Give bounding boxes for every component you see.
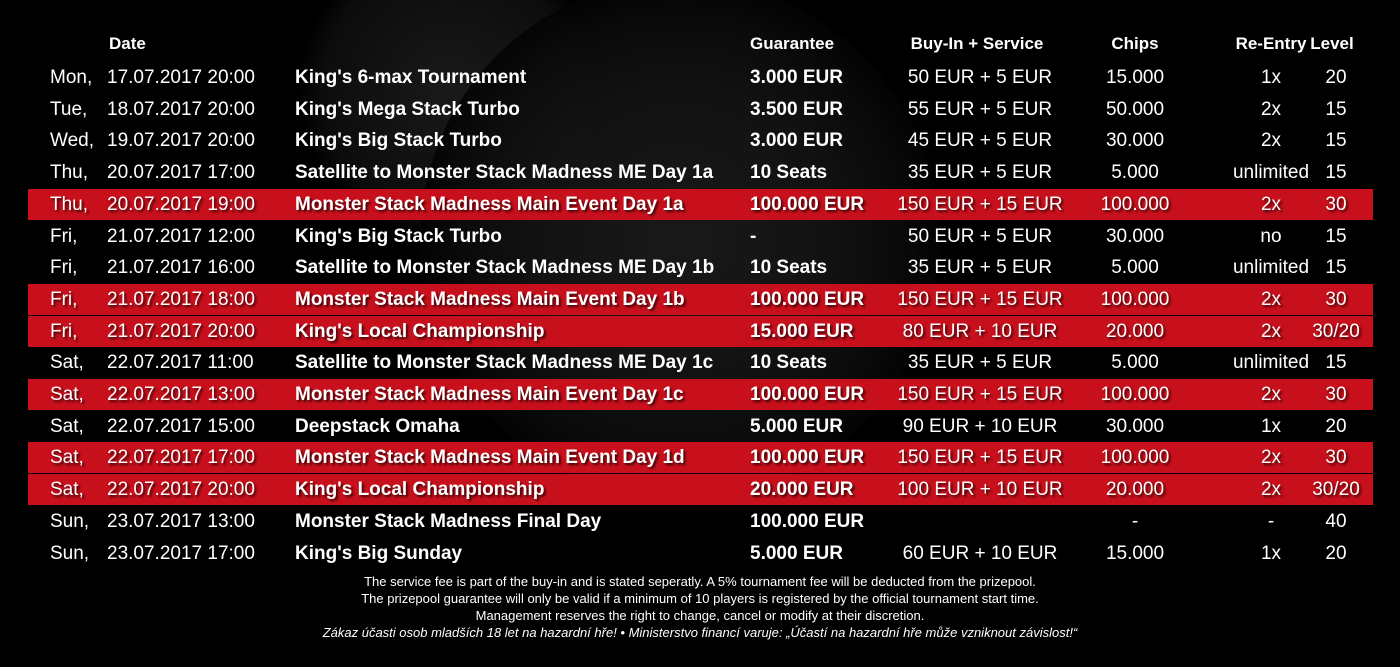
row-tournament-name: King's Big Sunday (295, 542, 463, 564)
row-date: 23.07.2017 17:00 (107, 542, 255, 564)
row-reentry: 2x (1260, 320, 1282, 342)
row-level: 15 (1325, 98, 1347, 120)
row-level: 40 (1325, 510, 1347, 532)
row-date: 21.07.2017 18:00 (107, 288, 255, 310)
row-reentry: 1x (1260, 542, 1282, 564)
footer-notes (0, 573, 1400, 641)
row-chips: 5.000 (1111, 352, 1159, 374)
header-reentry: Re-Entry (1235, 34, 1307, 53)
row-tournament-name: Satellite to Monster Stack Madness ME Day 1a (295, 162, 714, 184)
row-guarantee: 3.000 EUR (750, 67, 843, 88)
row-tournament-name: King's Big Stack Turbo (295, 130, 502, 152)
row-guarantee: 100.000 EUR (750, 447, 865, 469)
row-date: 20.07.2017 17:00 (107, 162, 255, 184)
row-day: Sun, (50, 510, 90, 532)
row-buyin: 150 EUR + 15 EUR (897, 447, 1063, 469)
row-chips: 30.000 (1105, 130, 1165, 152)
row-chips: 100.000 (1100, 447, 1170, 469)
schedule-header (0, 30, 1400, 58)
row-guarantee: 10 Seats (750, 162, 828, 184)
row-reentry: unlimited (1232, 162, 1310, 184)
row-tournament-name: Satellite to Monster Stack Madness ME Day 1c (295, 352, 714, 374)
table-row (28, 442, 1373, 473)
row-level: 20 (1325, 67, 1347, 88)
row-chips: 30.000 (1105, 225, 1165, 247)
row-tournament-name: Monster Stack Madness Main Event Day 1b (295, 288, 685, 310)
row-date: 21.07.2017 12:00 (107, 225, 255, 247)
row-tournament-name: King's Big Stack Turbo (295, 225, 502, 247)
row-reentry: unlimited (1232, 257, 1310, 279)
row-buyin: 150 EUR + 15 EUR (897, 193, 1063, 215)
row-guarantee: 5.000 EUR (750, 415, 843, 437)
row-reentry: 2x (1260, 479, 1282, 501)
row-buyin: 150 EUR + 15 EUR (897, 384, 1063, 405)
row-tournament-name: Deepstack Omaha (295, 415, 460, 437)
row-date: 20.07.2017 19:00 (107, 193, 255, 215)
table-row (0, 252, 1400, 283)
row-tournament-name: King's 6-max Tournament (295, 67, 527, 88)
row-guarantee: 20.000 EUR (750, 479, 854, 501)
row-level: 20 (1325, 542, 1347, 564)
row-buyin: 80 EUR + 10 EUR (902, 320, 1058, 342)
row-buyin: 35 EUR + 5 EUR (907, 162, 1053, 184)
footer-line-4: Zákaz účasti osob mladších 18 let na hazardní hře! • Ministerstvo financí varuje: „Účastí na hazardní hře může vzniknout závislost!“ (322, 625, 1078, 640)
row-reentry: 1x (1260, 415, 1282, 437)
header-buyin: Buy-In + Service (910, 34, 1044, 53)
row-day: Sun, (50, 542, 90, 564)
row-day: Mon, (50, 67, 93, 88)
row-guarantee: 15.000 EUR (750, 320, 854, 342)
footer-line-2: The prizepool guarantee will only be valid if a minimum of 10 players is registered by the official tournament start time. (361, 591, 1039, 606)
row-day: Fri, (50, 257, 78, 279)
row-date: 21.07.2017 16:00 (107, 257, 255, 279)
row-tournament-name: Monster Stack Madness Final Day (295, 510, 602, 532)
row-day: Fri, (50, 288, 78, 310)
row-reentry: 2x (1260, 130, 1282, 152)
row-level: 15 (1325, 225, 1347, 247)
row-reentry: 2x (1260, 288, 1282, 310)
row-reentry: - (1267, 510, 1275, 532)
table-row (0, 125, 1400, 156)
row-buyin: 50 EUR + 5 EUR (907, 67, 1053, 88)
header-guarantee: Guarantee (750, 34, 835, 53)
row-buyin: 60 EUR + 10 EUR (902, 542, 1058, 564)
footer-line-3: Management reserves the right to change, cancel or modify at their discretion. (475, 608, 925, 623)
row-day: Thu, (50, 162, 89, 184)
row-guarantee: 3.500 EUR (750, 98, 843, 120)
row-day: Thu, (50, 193, 89, 215)
row-reentry: 2x (1260, 98, 1282, 120)
row-day: Sat, (50, 415, 84, 437)
row-chips: 15.000 (1105, 542, 1165, 564)
header-level: Level (1310, 34, 1354, 53)
row-day: Fri, (50, 320, 78, 342)
row-day: Sat, (50, 384, 84, 405)
row-buyin: 90 EUR + 10 EUR (902, 415, 1058, 437)
row-date: 19.07.2017 20:00 (107, 130, 255, 152)
row-chips: - (1131, 510, 1139, 532)
row-level: 20 (1325, 415, 1347, 437)
row-chips: 100.000 (1100, 288, 1170, 310)
row-reentry: no (1260, 225, 1282, 247)
table-row (28, 284, 1373, 315)
row-guarantee: 100.000 EUR (750, 384, 865, 405)
row-level: 15 (1325, 257, 1347, 279)
table-row (0, 347, 1400, 378)
row-buyin: 100 EUR + 10 EUR (897, 479, 1063, 501)
row-level: 15 (1325, 162, 1347, 184)
row-chips: 20.000 (1105, 320, 1165, 342)
row-date: 23.07.2017 13:00 (107, 510, 255, 532)
row-tournament-name: King's Mega Stack Turbo (295, 98, 520, 120)
row-chips: 15.000 (1105, 67, 1165, 88)
row-tournament-name: Monster Stack Madness Main Event Day 1a (295, 193, 684, 215)
row-day: Sat, (50, 352, 84, 374)
row-date: 22.07.2017 15:00 (107, 415, 255, 437)
row-day: Fri, (50, 225, 78, 247)
row-date: 18.07.2017 20:00 (107, 98, 255, 120)
row-guarantee: - (750, 225, 757, 247)
table-row (28, 316, 1373, 347)
row-chips: 5.000 (1111, 162, 1159, 184)
row-guarantee: 100.000 EUR (750, 510, 865, 532)
row-chips: 50.000 (1105, 98, 1165, 120)
row-level: 15 (1325, 352, 1347, 374)
row-buyin: 150 EUR + 15 EUR (897, 288, 1063, 310)
row-buyin: 45 EUR + 5 EUR (907, 130, 1053, 152)
row-day: Sat, (50, 479, 84, 501)
row-level: 30 (1325, 384, 1347, 405)
row-date: 17.07.2017 20:00 (107, 67, 255, 88)
row-reentry: 1x (1260, 67, 1282, 88)
row-guarantee: 3.000 EUR (750, 130, 843, 152)
row-level: 30 (1325, 447, 1347, 469)
table-row (28, 189, 1373, 220)
row-buyin: 35 EUR + 5 EUR (907, 257, 1053, 279)
row-reentry: 2x (1260, 384, 1282, 405)
table-row (0, 94, 1400, 125)
row-buyin: 55 EUR + 5 EUR (907, 98, 1053, 120)
row-reentry: 2x (1260, 193, 1282, 215)
row-level: 30/20 (1312, 479, 1360, 501)
row-chips: 100.000 (1100, 384, 1170, 405)
row-date: 22.07.2017 11:00 (107, 352, 254, 374)
row-tournament-name: Monster Stack Madness Main Event Day 1c (295, 384, 684, 405)
header-chips: Chips (1111, 34, 1159, 53)
row-level: 30 (1325, 288, 1347, 310)
table-row (0, 538, 1400, 569)
row-reentry: unlimited (1232, 352, 1310, 374)
table-row (0, 157, 1400, 188)
table-row (28, 379, 1373, 410)
row-day: Sat, (50, 447, 84, 469)
row-guarantee: 100.000 EUR (750, 193, 865, 215)
row-guarantee: 100.000 EUR (750, 288, 865, 310)
row-chips: 20.000 (1105, 479, 1165, 501)
row-guarantee: 5.000 EUR (750, 542, 843, 564)
row-date: 22.07.2017 20:00 (107, 479, 255, 501)
row-tournament-name: Satellite to Monster Stack Madness ME Day 1b (295, 257, 715, 279)
table-row (0, 506, 1400, 537)
table-row (0, 62, 1400, 93)
row-day: Tue, (50, 98, 88, 120)
row-buyin: 35 EUR + 5 EUR (907, 352, 1053, 374)
row-chips: 100.000 (1100, 193, 1170, 215)
table-row (0, 411, 1400, 442)
row-chips: 30.000 (1105, 415, 1165, 437)
table-row (0, 221, 1400, 252)
table-row (28, 474, 1373, 505)
row-level: 30/20 (1312, 320, 1360, 342)
row-buyin: 50 EUR + 5 EUR (907, 225, 1053, 247)
header-date: Date (109, 34, 146, 53)
row-level: 15 (1325, 130, 1347, 152)
row-date: 22.07.2017 17:00 (107, 447, 255, 469)
row-guarantee: 10 Seats (750, 257, 828, 279)
row-tournament-name: King's Local Championship (295, 479, 545, 501)
row-chips: 5.000 (1111, 257, 1159, 279)
footer-line-1: The service fee is part of the buy-in and is stated seperatly. A 5% tournament fee will be deducted from the prizepool. (364, 574, 1036, 589)
row-level: 30 (1325, 193, 1347, 215)
row-day: Wed, (50, 130, 95, 152)
row-reentry: 2x (1260, 447, 1282, 469)
row-date: 22.07.2017 13:00 (107, 384, 255, 405)
row-tournament-name: King's Local Championship (295, 320, 545, 342)
row-guarantee: 10 Seats (750, 352, 828, 374)
row-tournament-name: Monster Stack Madness Main Event Day 1d (295, 447, 685, 469)
row-date: 21.07.2017 20:00 (107, 320, 255, 342)
